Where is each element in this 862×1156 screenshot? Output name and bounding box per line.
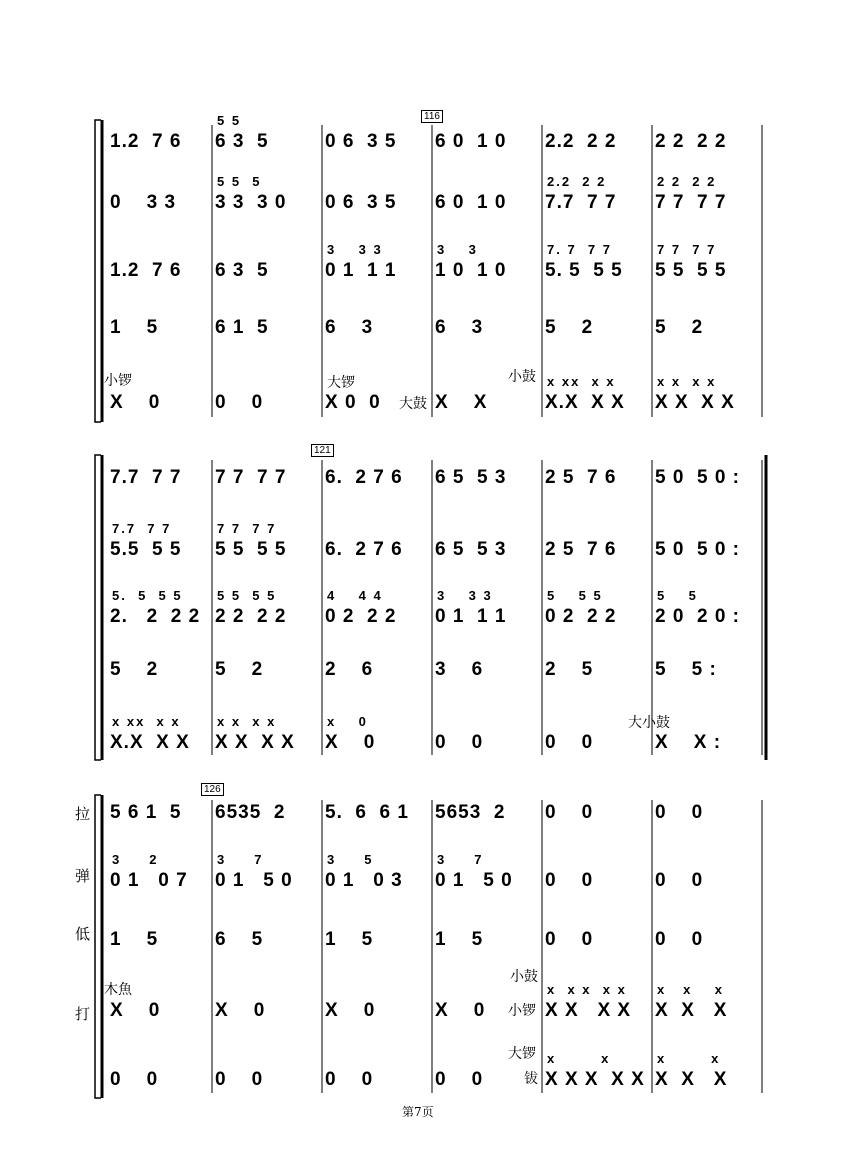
note-cell-s1-r1-m2: 6 3 5 (215, 131, 269, 152)
note-cell-s2-r2-m2: 5 5 5 5 (215, 539, 287, 560)
note-cell-s3-r1-m4: 5653 2 (435, 802, 506, 823)
note-cell-s3-r4-m4: X 0 (435, 1000, 486, 1021)
note-cell-s3-r4-m6: X X X (655, 1000, 728, 1021)
note-cell-s2-r2-m6: 5 0 5 0 : (655, 539, 740, 560)
upper-note-s1-r3-m3: 3 3 3 (327, 242, 383, 257)
note-cell-s1-r2-m4: 6 0 1 0 (435, 192, 507, 213)
note-cell-s3-r3-m4: 1 5 (435, 929, 484, 950)
note-cell-s3-r2-m3: 0 1 0 3 (325, 870, 403, 891)
upper-note-s1-r2-m2: 5 5 5 (217, 174, 262, 189)
part-label-tan: 弹 (75, 867, 91, 885)
instrument-label-xiaoluo-2: 小锣 (508, 1003, 536, 1019)
note-cell-s1-r5-m1: X 0 (110, 392, 161, 413)
note-cell-s3-r5-m2: 0 0 (215, 1069, 264, 1090)
page-number: 第7页 (402, 1105, 434, 1119)
note-cell-s3-r5-m3: 0 0 (325, 1069, 374, 1090)
note-cell-s2-r4-m1: 5 2 (110, 659, 159, 680)
upper-note-s2-r2-m1: 7.7 7 7 (112, 521, 172, 536)
upper-note-s2-r5-m2: x x x x (217, 714, 277, 729)
measure-number-116: 116 (421, 110, 443, 123)
note-cell-s3-r5-m1: 0 0 (110, 1069, 159, 1090)
system-bracket (95, 120, 101, 422)
instrument-label-daluo-2: 大锣 (508, 1046, 536, 1062)
upper-note-s2-r3-m1: 5. 5 5 5 (112, 588, 183, 603)
note-cell-s1-r5-m5: X.X X X (545, 392, 625, 413)
upper-note-s3-r2-m1: 3 2 (112, 852, 159, 867)
note-cell-s2-r3-m4: 0 1 1 1 (435, 606, 507, 627)
note-cell-s1-r4-m1: 1 5 (110, 317, 159, 338)
instrument-label-xiaogu: 小鼓 (508, 369, 536, 385)
note-cell-s3-r3-m3: 1 5 (325, 929, 374, 950)
upper-note-s2-r2-m2: 7 7 7 7 (217, 521, 277, 536)
note-cell-s2-r1-m6: 5 0 5 0 : (655, 467, 740, 488)
upper-note-s2-r3-m2: 5 5 5 5 (217, 588, 277, 603)
note-cell-s3-r5-m6: X X X (655, 1069, 728, 1090)
instrument-label-daluo: 大锣 (327, 375, 355, 391)
note-cell-s2-r4-m6: 5 5 : (655, 659, 717, 680)
instrument-label-xiaoluo: 小锣 (104, 373, 132, 389)
note-cell-s1-r3-m3: 0 1 1 1 (325, 260, 397, 281)
note-cell-s2-r5-m2: X X X X (215, 732, 295, 753)
note-cell-s2-r1-m2: 7 7 7 7 (215, 467, 287, 488)
note-cell-s1-r4-m6: 5 2 (655, 317, 704, 338)
note-cell-s2-r5-m5: 0 0 (545, 732, 594, 753)
instrument-label-dagu: 大鼓 (399, 396, 427, 412)
note-cell-s2-r5-m6: X X : (655, 732, 722, 753)
upper-note-s3-r5-m6: x x (657, 1051, 721, 1066)
note-cell-s1-r1-m6: 2 2 2 2 (655, 131, 727, 152)
part-label-di: 低 (75, 925, 91, 943)
note-cell-s2-r4-m3: 2 6 (325, 659, 374, 680)
upper-note-s3-r2-m3: 3 5 (327, 852, 374, 867)
note-cell-s3-r4-m5: X X X X (545, 1000, 632, 1021)
upper-note-s3-r4-m6: x x x (657, 982, 724, 997)
note-cell-s3-r3-m2: 6 5 (215, 929, 264, 950)
note-cell-s2-r5-m3: X 0 (325, 732, 376, 753)
note-cell-s2-r4-m5: 2 5 (545, 659, 594, 680)
upper-note-s3-r5-m5: x x (547, 1051, 611, 1066)
instrument-label-xiaogu-2: 小鼓 (510, 969, 538, 985)
upper-note-s2-r5-m3: x 0 (327, 714, 368, 729)
note-cell-s1-r3-m2: 6 3 5 (215, 260, 269, 281)
note-cell-s2-r2-m1: 5.5 5 5 (110, 539, 182, 560)
note-cell-s2-r3-m2: 2 2 2 2 (215, 606, 287, 627)
note-cell-s2-r1-m1: 7.7 7 7 (110, 467, 182, 488)
note-cell-s1-r2-m1: 0 3 3 (110, 192, 177, 213)
note-cell-s2-r4-m2: 5 2 (215, 659, 264, 680)
upper-note-s1-r3-m4: 3 3 (437, 242, 478, 257)
upper-note-s1-r5-m6: x x x x (657, 374, 717, 389)
upper-note-s1-r2-m6: 2 2 2 2 (657, 174, 717, 189)
note-cell-s3-r5-m5: X X X X X (545, 1069, 645, 1090)
upper-note-s1-r5-m5: x xx x x (547, 374, 616, 389)
note-cell-s3-r1-m5: 0 0 (545, 802, 594, 823)
measure-number-126: 126 (201, 783, 224, 796)
note-cell-s3-r2-m4: 0 1 5 0 (435, 870, 513, 891)
note-cell-s1-r5-m4: X X (435, 392, 488, 413)
note-cell-s3-r3-m5: 0 0 (545, 929, 594, 950)
note-cell-s2-r5-m1: X.X X X (110, 732, 190, 753)
note-cell-s3-r2-m6: 0 0 (655, 870, 704, 891)
upper-note-s2-r3-m3: 4 4 4 (327, 588, 383, 603)
note-cell-s3-r3-m1: 1 5 (110, 929, 159, 950)
note-cell-s3-r2-m2: 0 1 5 0 (215, 870, 293, 891)
instrument-label-bo: 钹 (524, 1071, 538, 1087)
upper-note-s1-r3-m5: 7. 7 7 7 (547, 242, 612, 257)
note-cell-s1-r3-m1: 1.2 7 6 (110, 260, 182, 281)
note-cell-s3-r1-m3: 5. 6 6 1 (325, 802, 409, 823)
note-cell-s3-r2-m1: 0 1 0 7 (110, 870, 188, 891)
note-cell-s2-r1-m5: 2 5 7 6 (545, 467, 617, 488)
note-cell-s3-r4-m2: X 0 (215, 1000, 266, 1021)
note-cell-s1-r3-m6: 5 5 5 5 (655, 260, 727, 281)
note-cell-s2-r2-m5: 2 5 7 6 (545, 539, 617, 560)
note-cell-s1-r4-m3: 6 3 (325, 317, 374, 338)
instrument-label-daxiaogu: 大小鼓 (628, 715, 670, 731)
note-cell-s2-r2-m4: 6 5 5 3 (435, 539, 507, 560)
note-cell-s3-r1-m1: 5 6 1 5 (110, 802, 182, 823)
note-cell-s1-r1-m3: 0 6 3 5 (325, 131, 397, 152)
note-cell-s2-r3-m1: 2. 2 2 2 (110, 606, 201, 627)
measure-number-121: 121 (311, 444, 334, 457)
note-cell-s1-r4-m2: 6 1 5 (215, 317, 269, 338)
note-cell-s1-r4-m5: 5 2 (545, 317, 594, 338)
note-cell-s3-r1-m2: 6535 2 (215, 802, 286, 823)
part-label-la: 拉 (75, 805, 91, 823)
note-cell-s3-r4-m1: X 0 (110, 1000, 161, 1021)
instrument-label-muyu: 木魚 (104, 982, 132, 998)
note-cell-s3-r5-m4: 0 0 (435, 1069, 484, 1090)
note-cell-s2-r3-m5: 0 2 2 2 (545, 606, 617, 627)
note-cell-s1-r2-m5: 7.7 7 7 (545, 192, 617, 213)
note-cell-s2-r3-m6: 2 0 2 0 : (655, 606, 740, 627)
note-cell-s3-r1-m6: 0 0 (655, 802, 704, 823)
note-cell-s1-r1-m5: 2.2 2 2 (545, 131, 617, 152)
upper-note-s3-r2-m2: 3 7 (217, 852, 264, 867)
note-cell-s2-r2-m3: 6. 2 7 6 (325, 539, 403, 560)
upper-note-s3-r4-m5: x x x x x (547, 982, 627, 997)
note-cell-s1-r2-m2: 3 3 3 0 (215, 192, 287, 213)
system-bracket (95, 455, 101, 760)
note-cell-s2-r3-m3: 0 2 2 2 (325, 606, 397, 627)
note-cell-s1-r1-m4: 6 0 1 0 (435, 131, 507, 152)
upper-note-s1-r1-m2: 5 5 (217, 113, 242, 128)
note-cell-s3-r3-m6: 0 0 (655, 929, 704, 950)
part-label-da: 打 (75, 1005, 91, 1023)
upper-note-s1-r3-m6: 7 7 7 7 (657, 242, 717, 257)
upper-note-s1-r2-m5: 2.2 2 2 (547, 174, 607, 189)
note-cell-s2-r1-m4: 6 5 5 3 (435, 467, 507, 488)
note-cell-s1-r1-m1: 1.2 7 6 (110, 131, 182, 152)
upper-note-s2-r3-m5: 5 5 5 (547, 588, 603, 603)
note-cell-s3-r4-m3: X 0 (325, 1000, 376, 1021)
note-cell-s3-r2-m5: 0 0 (545, 870, 594, 891)
note-cell-s1-r5-m6: X X X X (655, 392, 735, 413)
upper-note-s2-r5-m1: x xx x x (112, 714, 181, 729)
note-cell-s1-r3-m5: 5. 5 5 5 (545, 260, 623, 281)
system-bracket (95, 795, 101, 1098)
note-cell-s2-r4-m4: 3 6 (435, 659, 484, 680)
upper-note-s2-r3-m4: 3 3 3 (437, 588, 493, 603)
note-cell-s2-r5-m4: 0 0 (435, 732, 484, 753)
note-cell-s1-r5-m2: 0 0 (215, 392, 264, 413)
note-cell-s1-r5-m3: X 0 0 (325, 392, 381, 413)
note-cell-s1-r3-m4: 1 0 1 0 (435, 260, 507, 281)
upper-note-s2-r3-m6: 5 5 (657, 588, 698, 603)
note-cell-s1-r2-m6: 7 7 7 7 (655, 192, 727, 213)
upper-note-s3-r2-m4: 3 7 (437, 852, 484, 867)
note-cell-s2-r1-m3: 6. 2 7 6 (325, 467, 403, 488)
note-cell-s1-r4-m4: 6 3 (435, 317, 484, 338)
note-cell-s1-r2-m3: 0 6 3 5 (325, 192, 397, 213)
